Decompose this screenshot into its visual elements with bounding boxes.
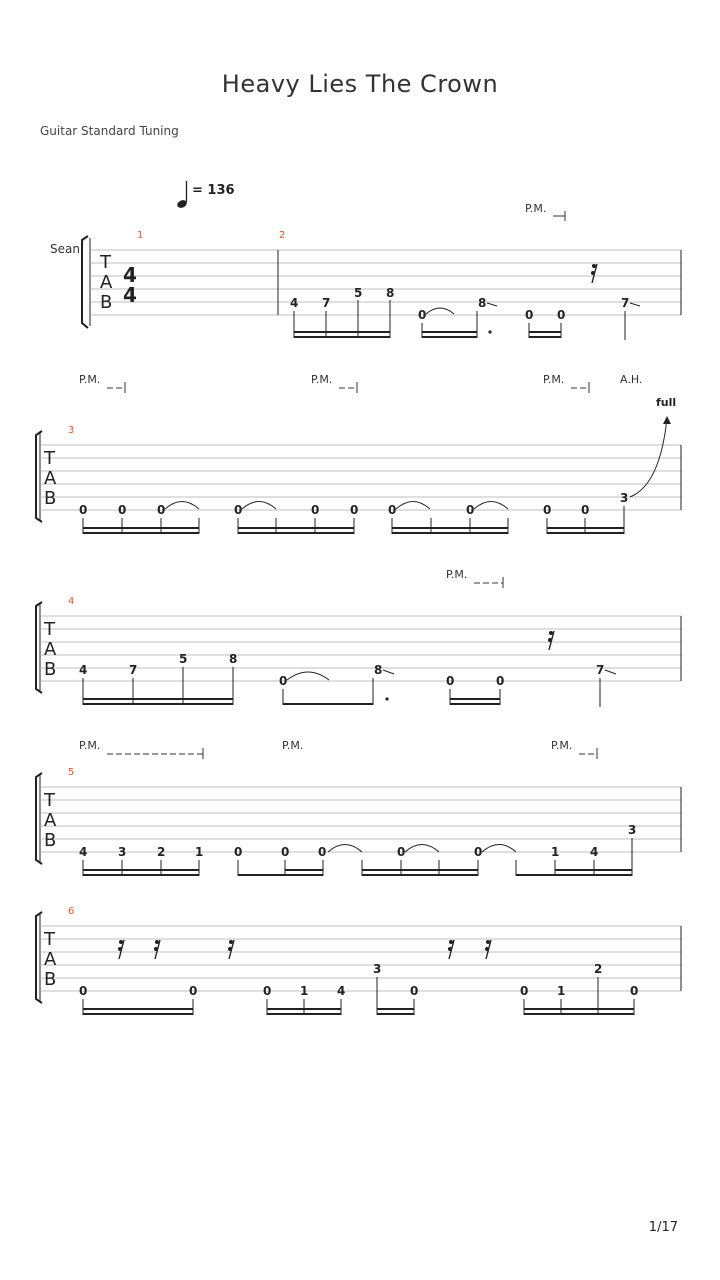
- fret-number: 4: [590, 845, 599, 859]
- fret-number: 7: [322, 296, 331, 310]
- fret-number: 0: [630, 984, 639, 998]
- time-sig-bottom: 4: [123, 283, 137, 307]
- system-4: [36, 739, 681, 876]
- fret-number: 0: [418, 308, 427, 322]
- fret-number: 0: [557, 308, 566, 322]
- tab-clef-b: B: [44, 969, 57, 990]
- fret-number: 7: [621, 296, 630, 310]
- fret-number: 0: [350, 503, 359, 517]
- tempo-value: = 136: [192, 183, 235, 198]
- staff-lines: [40, 787, 681, 852]
- fret-number: 0: [397, 845, 406, 859]
- fret-number: 2: [157, 845, 166, 859]
- fret-number: 8: [386, 286, 395, 300]
- system-2: [36, 373, 681, 534]
- sixteenth-rest-icon: [548, 631, 554, 650]
- fret-number: 0: [279, 674, 288, 688]
- measure-number: 5: [68, 767, 75, 778]
- fret-number: 1: [551, 845, 560, 859]
- sixteenth-rest-icon: [154, 940, 160, 959]
- tab-clef-a: A: [44, 639, 57, 660]
- sixteenth-rest-icon: [448, 940, 454, 959]
- fret-number: 3: [118, 845, 127, 859]
- fret-numbers: [79, 491, 628, 517]
- system-3: [36, 568, 681, 707]
- fret-number: 8: [374, 663, 383, 677]
- fret-number: 0: [157, 503, 166, 517]
- sixteenth-rest-icon: [485, 940, 491, 959]
- fret-number: 4: [290, 296, 299, 310]
- tab-clef-t: T: [44, 619, 55, 640]
- measure-number: 2: [279, 230, 286, 241]
- fret-number: 0: [189, 984, 198, 998]
- fret-number: 0: [543, 503, 552, 517]
- palm-mute-label: P.M.: [446, 568, 468, 581]
- fret-number: 3: [373, 962, 382, 976]
- fret-number: 0: [474, 845, 483, 859]
- tab-clef-a: A: [100, 272, 113, 293]
- fret-number: 7: [596, 663, 605, 677]
- fret-number: 0: [466, 503, 475, 517]
- sixteenth-rests: [118, 940, 491, 959]
- fret-number: 4: [79, 845, 88, 859]
- tab-clef-b: B: [100, 292, 113, 313]
- fret-numbers: [79, 823, 636, 859]
- time-sig-top: 4: [123, 263, 137, 287]
- fret-number: 1: [195, 845, 204, 859]
- fret-number: 7: [129, 663, 138, 677]
- fret-number: 0: [388, 503, 397, 517]
- tuning-label: Guitar Standard Tuning: [40, 124, 179, 138]
- measure-number: 3: [68, 425, 75, 436]
- tab-clef-t: T: [44, 790, 55, 811]
- fret-number: 0: [79, 984, 88, 998]
- fret-number: 0: [446, 674, 455, 688]
- tempo-marking: [176, 181, 235, 209]
- system-bracket: [82, 236, 88, 328]
- fret-number: 5: [354, 286, 363, 300]
- fret-numbers: [79, 962, 638, 998]
- bend-label: full: [656, 396, 677, 409]
- artificial-harmonic-label: A.H.: [620, 373, 643, 386]
- sixteenth-rest-icon: [591, 264, 597, 283]
- tab-clef-b: B: [44, 830, 57, 851]
- palm-mute-label: P.M.: [79, 373, 101, 386]
- fret-number: 4: [79, 663, 88, 677]
- tab-clef-a: A: [44, 468, 57, 489]
- palm-mute-label: P.M.: [551, 739, 573, 752]
- page-number: 1/17: [648, 1220, 678, 1235]
- fret-number: 0: [496, 674, 505, 688]
- tab-clef-b: B: [44, 659, 57, 680]
- fret-number: 0: [281, 845, 290, 859]
- fret-number: 0: [79, 503, 88, 517]
- fret-number: 0: [520, 984, 529, 998]
- tab-clef-t: T: [44, 929, 55, 950]
- staff-lines: [40, 926, 681, 991]
- fret-numbers: [290, 286, 629, 322]
- tab-clef-b: B: [44, 488, 57, 509]
- palm-mute-label: P.M.: [543, 373, 565, 386]
- fret-number: 4: [337, 984, 346, 998]
- track-name: Sean: [50, 242, 80, 256]
- measure-number: 4: [68, 596, 75, 607]
- fret-number: 0: [263, 984, 272, 998]
- fret-number: 1: [557, 984, 566, 998]
- fret-number: 8: [229, 652, 238, 666]
- fret-number: 0: [581, 503, 590, 517]
- fret-number: 5: [179, 652, 188, 666]
- song-title: Heavy Lies The Crown: [221, 70, 499, 98]
- bend-arrow-icon: [663, 416, 671, 424]
- fret-number: 3: [628, 823, 637, 837]
- system-5: [36, 906, 681, 1015]
- fret-number: 1: [300, 984, 309, 998]
- fret-number: 0: [234, 845, 243, 859]
- system-1: [50, 202, 681, 340]
- fret-number: 0: [318, 845, 327, 859]
- fret-number: 0: [525, 308, 534, 322]
- fret-number: 0: [311, 503, 320, 517]
- tab-clef-t: T: [44, 448, 55, 469]
- palm-mute-label: P.M.: [525, 202, 547, 215]
- tab-clef-t: T: [100, 252, 111, 273]
- fret-number: 0: [234, 503, 243, 517]
- tab-clef-a: A: [44, 949, 57, 970]
- fret-number: 0: [410, 984, 419, 998]
- palm-mute-label: P.M.: [282, 739, 304, 752]
- measure-number: 6: [68, 906, 75, 917]
- fret-number: 3: [620, 491, 629, 505]
- fret-number: 0: [118, 503, 127, 517]
- measure-number: 1: [137, 230, 144, 241]
- fret-number: 2: [594, 962, 603, 976]
- sixteenth-rest-icon: [228, 940, 234, 959]
- fret-number: 8: [478, 296, 487, 310]
- sixteenth-rest-icon: [118, 940, 124, 959]
- palm-mute-label: P.M.: [311, 373, 333, 386]
- palm-mute-label: P.M.: [79, 739, 101, 752]
- staff-lines: [40, 445, 681, 510]
- tab-clef-a: A: [44, 810, 57, 831]
- fret-numbers: [79, 652, 604, 688]
